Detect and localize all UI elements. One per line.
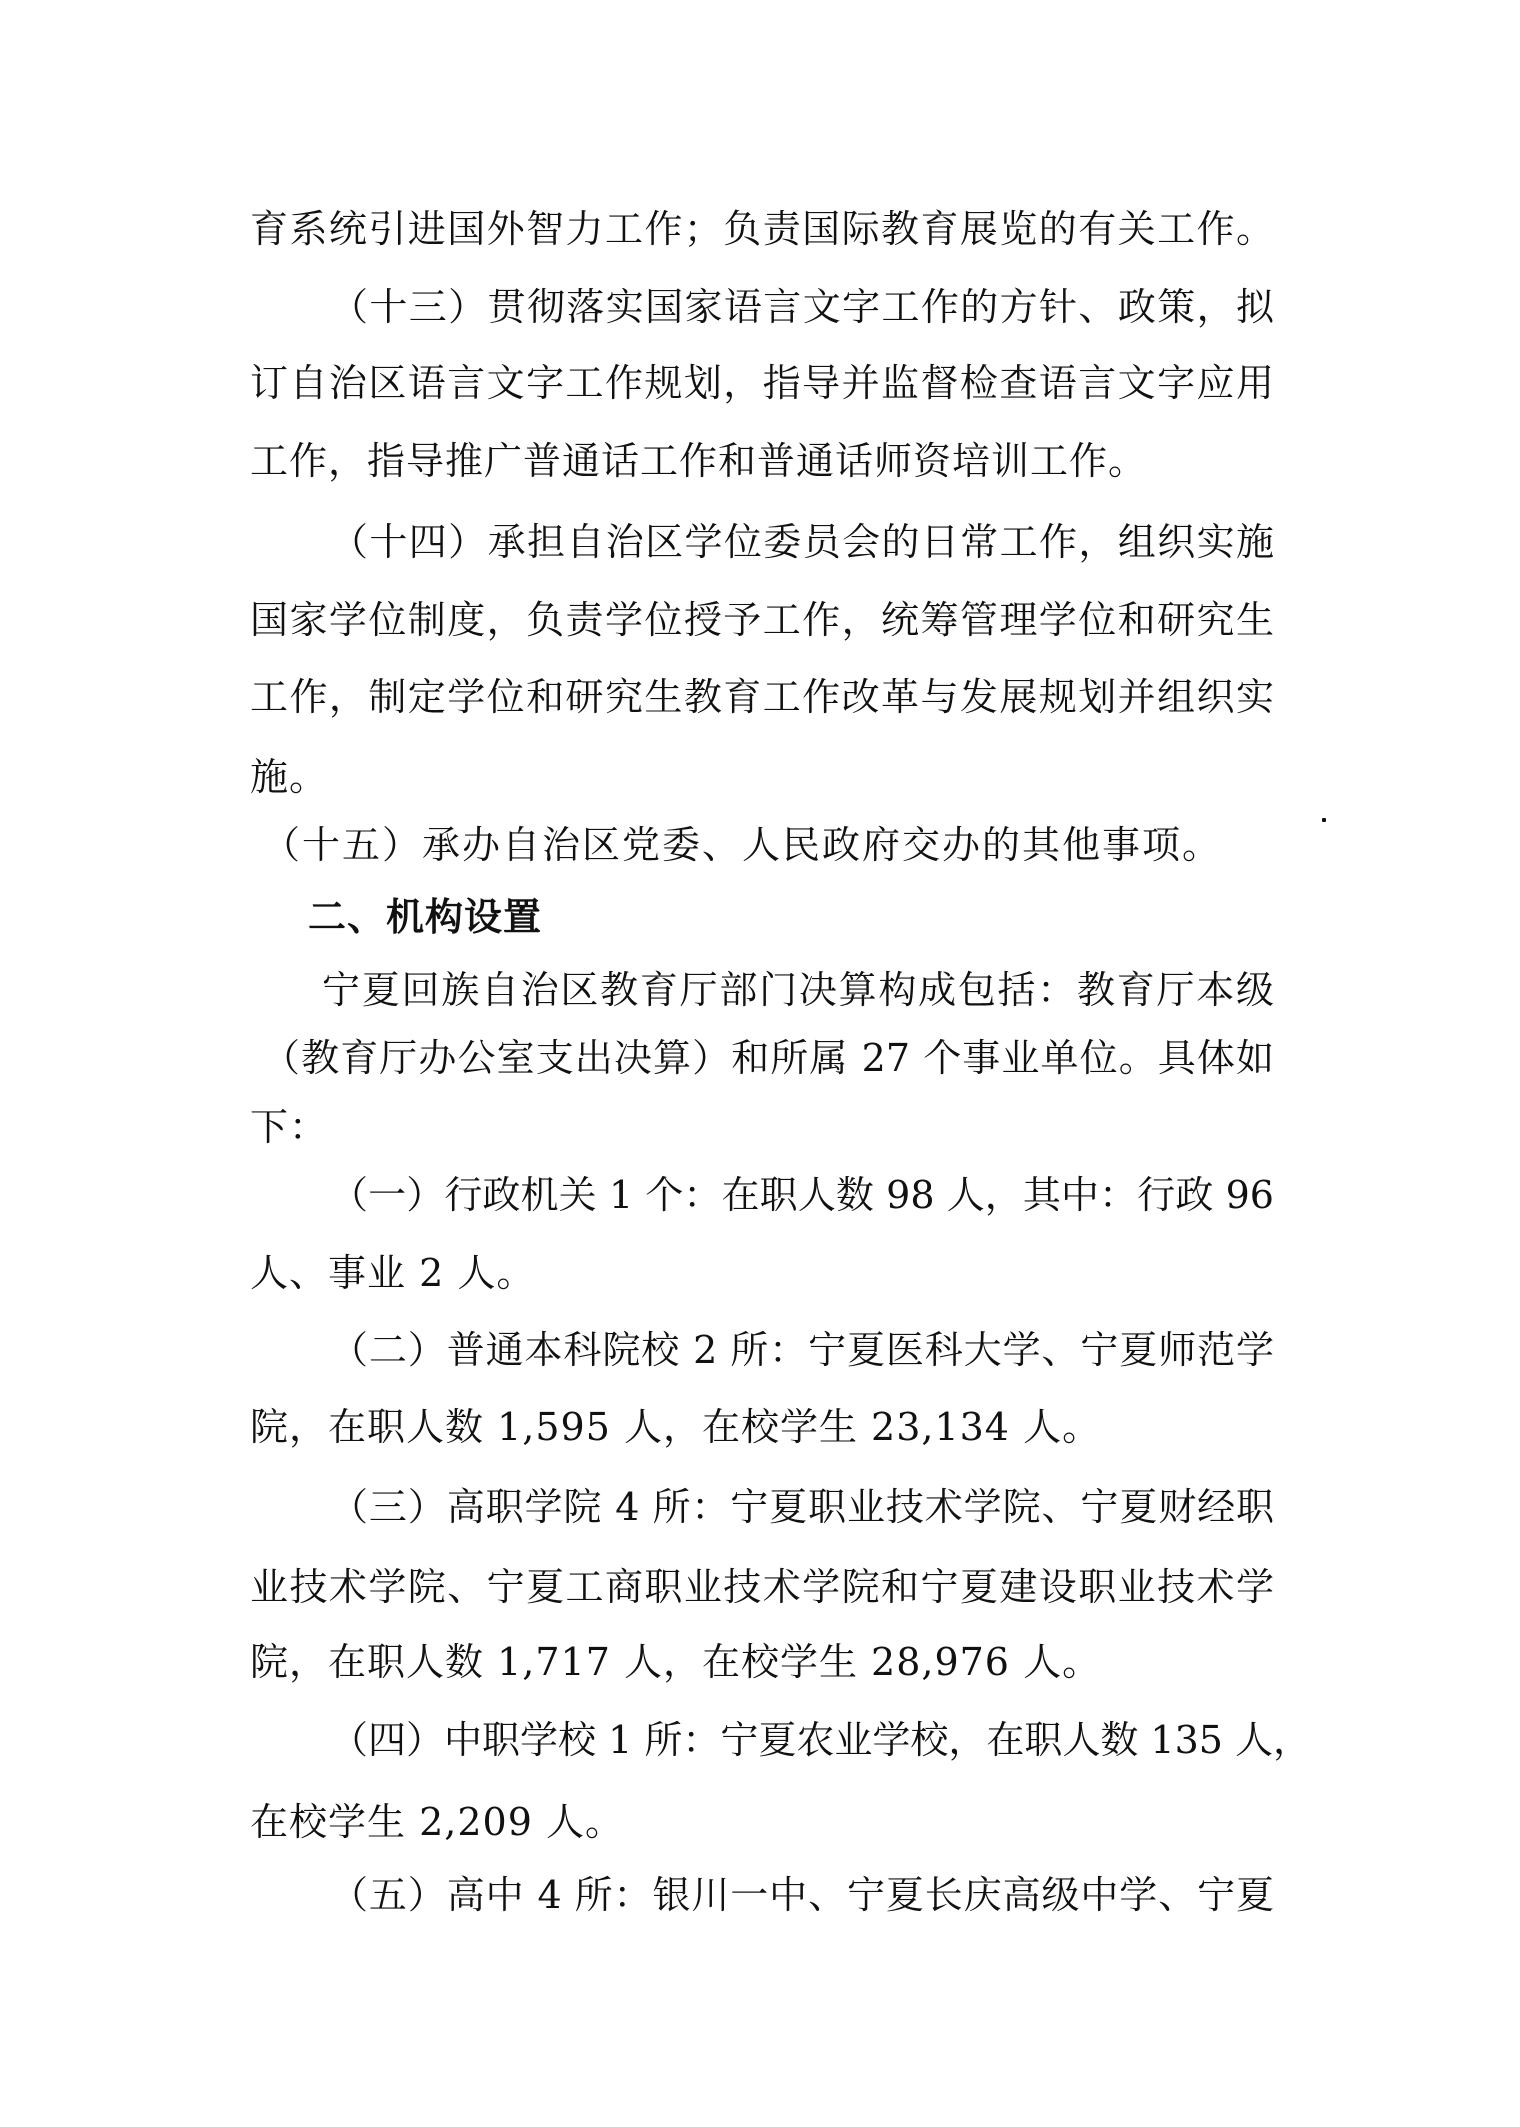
item-14-line-4: 施。 (250, 755, 329, 799)
unit-3-line-3: 院，在职人数 1,717 人，在校学生 28,976 人。 (250, 1640, 1102, 1684)
structure-para-line-2: （教育厅办公室支出决算）和所属 27 个事业单位。具体如 (262, 1036, 1274, 1080)
item-15-line: （十五）承办自治区党委、人民政府交办的其他事项。 (262, 823, 1223, 867)
text-line-1: 育系统引进国外智力工作；负责国际教育展览的有关工作。 (250, 207, 1274, 251)
item-13-line-2: 订自治区语言文字工作规划，指导并监督检查语言文字应用 (250, 361, 1274, 405)
unit-1-line-2: 人、事业 2 人。 (250, 1251, 536, 1295)
unit-1-line-1: （一）行政机关 1 个：在职人数 98 人，其中：行政 96 (330, 1173, 1274, 1217)
structure-para-line-1: 宁夏回族自治区教育厅部门决算构成包括：教育厅本级 (322, 968, 1274, 1012)
unit-3-line-2: 业技术学院、宁夏工商职业技术学院和宁夏建设职业技术学 (250, 1565, 1274, 1609)
item-14-line-1: （十四）承担自治区学位委员会的日常工作，组织实施 (330, 520, 1274, 564)
unit-4-line-2: 在校学生 2,209 人。 (250, 1800, 624, 1844)
item-13-line-1: （十三）贯彻落实国家语言文字工作的方针、政策，拟 (330, 285, 1274, 329)
section-heading: 二、机构设置 (308, 894, 543, 939)
unit-2-line-2: 院，在职人数 1,595 人，在校学生 23,134 人。 (250, 1405, 1102, 1449)
scan-speck (1322, 818, 1326, 822)
unit-5-line-1: （五）高中 4 所：银川一中、宁夏长庆高级中学、宁夏 (330, 1873, 1274, 1917)
item-14-line-3: 工作，制定学位和研究生教育工作改革与发展规划并组织实 (250, 675, 1274, 719)
unit-2-line-1: （二）普通本科院校 2 所：宁夏医科大学、宁夏师范学 (330, 1328, 1274, 1372)
item-14-line-2: 国家学位制度，负责学位授予工作，统筹管理学位和研究生 (250, 598, 1274, 642)
item-13-line-3: 工作，指导推广普通话工作和普通话师资培训工作。 (250, 439, 1148, 483)
unit-4-line-1: （四）中职学校 1 所：宁夏农业学校，在职人数 135 人， (330, 1718, 1312, 1762)
structure-para-line-3: 下： (250, 1105, 329, 1149)
unit-3-line-1: （三）高职学院 4 所：宁夏职业技术学院、宁夏财经职 (330, 1485, 1274, 1529)
